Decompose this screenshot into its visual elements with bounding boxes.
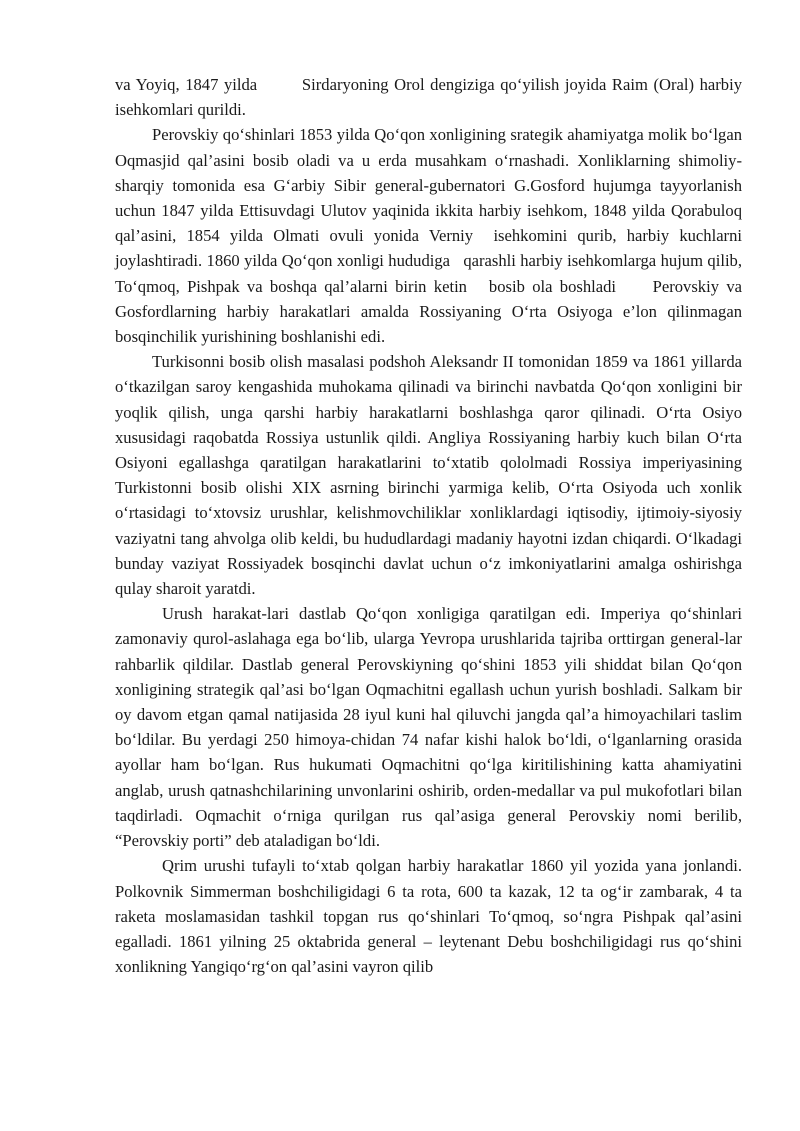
body-text: [115, 72, 755, 979]
paragraph-4: Urush harakat-lari dastlab Qo‘qon xonligiga qaratilgan edi. Imperiya qo‘shinlari zamonaviy qurol-aslahaga ega bo‘lib, ularga Yevropa urushlarida tajriba orttirgan general-lar rahbarlik qildilar. Dastlab general Perovskiyning qo‘shini 1853 yili shiddat bilan Qo‘qon xonligining strategik qal’asi bo‘lgan Oqmachitni egallash uchun yurish boshladi. Salkam bir oy davom etgan qamal natijasida 28 iyul kuni hal qiluvchi jangda qal’a himoyachilari taslim bo‘ldilar. Bu yerdagi 250 himoya-chidan 74 nafar kishi halok bo‘ldi, o‘lganlarning orasida ayollar ham bo‘lgan. Rus hukumati Oqmachitni qo‘lga kiritilishining katta ahamiyatini anglab, urush qatnashchilarining unvonlarini oshirib, orden-medallar va pul mukofotlari bilan taqdirladi. Oqmachit o‘rniga qurilgan rus qal’asiga general Perovskiy nomi berilib, “Perovskiy porti” deb ataladigan bo‘ldi.: [115, 604, 742, 851]
paragraph-1: va Yoyiq, 1847 yilda Sirdaryoning Orol dengiziga qo‘yilish joyida Raim (Oral) harbiy isehkomlari qurildi.: [115, 75, 747, 120]
paragraph-5: Qrim urushi tufayli to‘xtab qolgan harbiy harakatlar 1860 yil yozida yana jonlandi. Polkovnik Simmerman boshchiligidagi 6 ta rota, 600 ta kazak, 12 ta og‘ir zambarak, 4 ta raketa moslamasidan tashkil topgan rus qo‘shinlari To‘qmoq, so‘ngra Pishpak qal’asini egalladi. 1861 yilning 25 oktabrida general – leytenant Debu boshchiligidagi rus qo‘shini xonlikning Yangiqo‘rg‘on qal’asini vayron qilib: [115, 856, 742, 977]
paragraph-3: Turkisonni bosib olish masalasi podshoh Aleksandr II tomonidan 1859 va 1861 yillarda o‘tkazilgan saroy kengashida muhokama qilinadi va birinchi navbatda Qo‘qon xonligini bir yoqlik qilish, unga qarshi harbiy harakatlarni boshlashga qaror qilinadi. O‘rta Osiyo xususidagi raqobatda Rossiya ustunlik qildi. Angliya Rossiyaning harbiy kuch bilan O‘rta Osiyoni egallashga qaratilgan harakatlarini to‘xtatib qololmadi Rossiya imperiyasining Turkistonni bosib olishi XIX asrning birinchi yarmiga kelib, O‘rta Osiyoda uch xonlik o‘rtasidagi to‘xtovsiz urushlar, kelishmovchiliklar xonliklardagi iqtisodiy, ijtimoiy-siyosiy vaziyatni tang ahvolga olib keldi, bu hududlardagi madaniy hayotni izdan chiqardi. O‘lkadagi bunday vaziyat Rossiyadek bosqinchi davlat uchun o‘z imkoniyatlarini amalga oshirishga qulay sharoit yaratdi.: [115, 352, 742, 599]
paragraph-2: Perovskiy qo‘shinlari 1853 yilda Qo‘qon xonligining srategik ahamiyatga molik bo‘lgan Oqmasjid qal’asini bosib oladi va u erda musahkam o‘rnashadi. Xonliklarning shimoliy-sharqiy tomonida esa G‘arbiy Sibir general-gubernatori G.Gosford hujumga tayyorlanish uchun 1847 yilda Ettisuvdagi Ulutov yaqinida ikkita harbiy isehkom, 1848 yilda Qorabuloq qal’asini, 1854 yilda Olmati ovuli yonida Verniy isehkomini qurib, harbiy kuchlarni joylashtiradi. 1860 yilda Qo‘qon xonligi hududiga qarashli harbiy isehkomlarga hujum qilib, To‘qmoq, Pishpak va boshqa qal’alarni birin ketin bosib ola boshladi Perovskiy va Gosfordlarning harbiy harakatlari amalda Rossiyaning O‘rta Osiyoga e’lon qilinmagan bosqinchilik yurishining boshlanishi edi.: [115, 125, 755, 347]
